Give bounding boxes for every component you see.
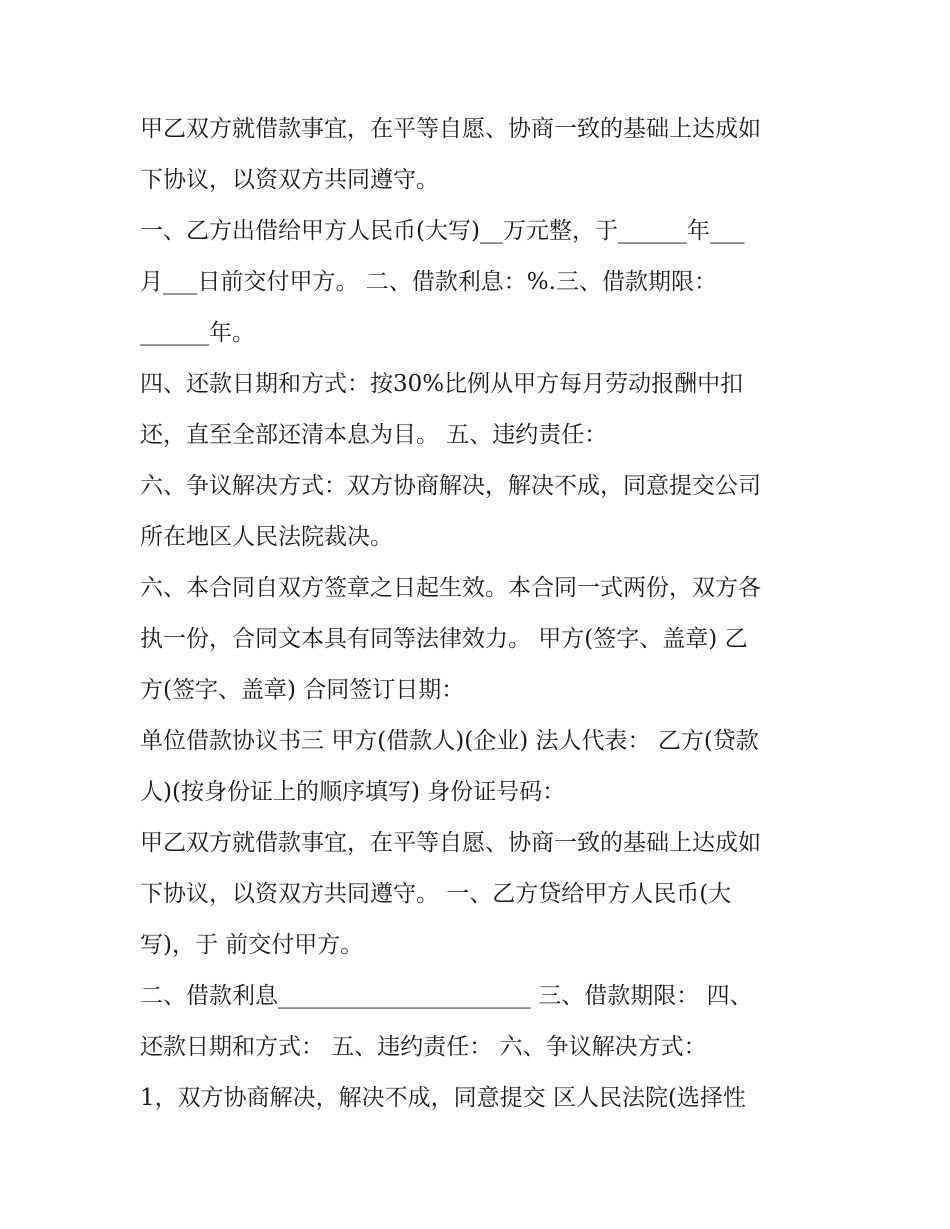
text-line: 写)，于 前交付甲方。 xyxy=(140,932,364,958)
text-line: 下协议，以资双方共同遵守。 xyxy=(140,167,439,193)
document-body xyxy=(140,104,820,1124)
text-line: 二、借款利息______________________ 三、借款期限： 四、 xyxy=(140,983,753,1009)
text-line: 四、还款日期和方式：按30%比例从甲方每月劳动报酬中扣 xyxy=(140,371,744,397)
text-line: 六、本合同自双方签章之日起生效。本合同一式两份，双方各 xyxy=(140,575,761,601)
text-line: 一、乙方出借给甲方人民币(大写)__万元整，于______年___ xyxy=(140,218,745,244)
text-line: 单位借款协议书三 甲方(借款人)(企业) 法人代表： 乙方(贷款 xyxy=(140,728,759,754)
text-line: 执一份，合同文本具有同等法律效力。 甲方(签字、盖章) 乙 xyxy=(140,626,748,652)
text-line: 人)(按身份证上的顺序填写) 身份证号码： xyxy=(140,779,566,805)
text-line: 1，双方协商解决，解决不成，同意提交 区人民法院(选择性 xyxy=(140,1085,746,1111)
text-line: 还款日期和方式： 五、违约责任： 六、争议解决方式： xyxy=(140,1034,707,1060)
text-line: 月___日前交付甲方。 二、借款利息：%.三、借款期限： xyxy=(140,269,717,295)
text-line: 所在地区人民法院裁决。 xyxy=(140,524,393,550)
text-line: 下协议，以资双方共同遵守。 一、乙方贷给甲方人民币(大 xyxy=(140,881,732,907)
text-line: 方(签字、盖章) 合同签订日期： xyxy=(140,677,465,703)
text-line: ______年。 xyxy=(140,320,255,346)
text-line: 甲乙双方就借款事宜，在平等自愿、协商一致的基础上达成如 xyxy=(140,830,761,856)
text-line: 六、争议解决方式：双方协商解决，解决不成，同意提交公司 xyxy=(140,473,761,499)
text-line: 甲乙双方就借款事宜，在平等自愿、协商一致的基础上达成如 xyxy=(140,116,761,142)
text-line: 还，直至全部还清本息为目。 五、违约责任： xyxy=(140,422,608,448)
